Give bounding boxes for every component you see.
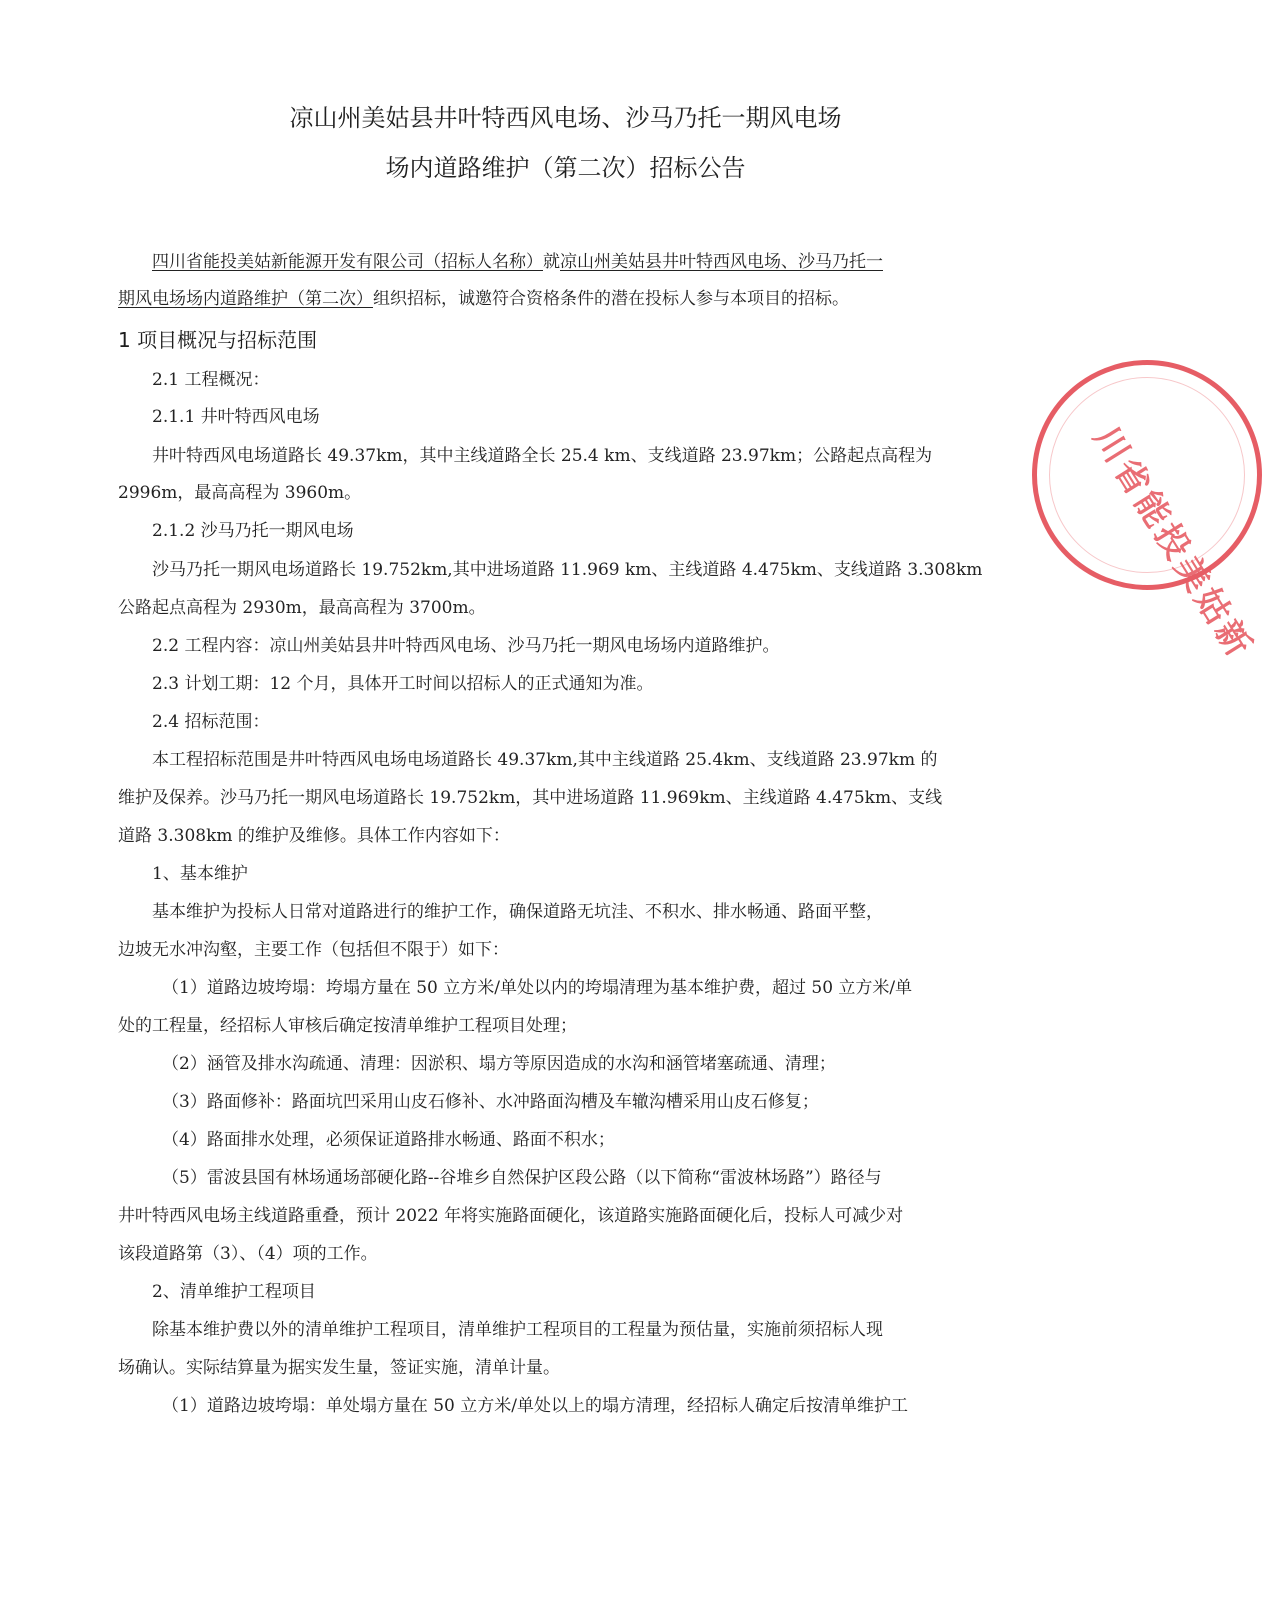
project-name-part-2: 期风电场场内道路维护（第二次） (118, 289, 373, 309)
section-2-4-label: 2.4 招标范围： (152, 712, 270, 732)
section-2-1-2-label: 2.1.2 沙马乃托一期风电场 (152, 521, 354, 541)
intro-line-1 (152, 250, 1052, 274)
seal-text: 川省能投美姑新 (1085, 419, 1261, 667)
intro-invitation: 组织招标，诚邀符合资格条件的潜在投标人参与本项目的招标。 (373, 289, 849, 309)
smnt-paragraph-line-1: 沙马乃托一期风电场道路长 19.752km,其中进场道路 11.969 km、主线道路 4.475km、支线道路 3.308km (152, 560, 983, 580)
basic-item-5-line-1: （5）雷波县国有林场通场部硬化路--谷堆乡自然保护区段公路（以下简称“雷波林场路”）路径与 (162, 1168, 882, 1188)
scope-paragraph-line-2: 维护及保养。沙马乃托一期风电场道路长 19.752km，其中进场道路 11.969km、主线道路 4.475km、支线 (118, 788, 943, 808)
list-maintenance-line-2: 场确认。实际结算量为据实发生量，签证实施，清单计量。 (118, 1358, 560, 1378)
basic-item-3: （3）路面修补：路面坑凹采用山皮石修补、水冲路面沟槽及车辙沟槽采用山皮石修复； (162, 1092, 819, 1112)
basic-maintenance-line-1: 基本维护为投标人日常对道路进行的维护工作，确保道路无坑洼、不积水、排水畅通、路面平整， (152, 902, 883, 922)
project-name-part-1: 凉山州美姑县井叶特西风电场、沙马乃托一 (560, 252, 883, 272)
basic-item-1-line-1: （1）道路边坡垮塌：垮塌方量在 50 立方米/单处以内的垮塌清理为基本维护费，超过 50 立方米/单 (162, 978, 913, 998)
section-1-heading: 1 项目概况与招标范围 (118, 328, 318, 352)
section-2-1-label: 2.1 工程概况： (152, 370, 270, 390)
intro-line-2 (118, 287, 1018, 311)
tenderer-name: 四川省能投美姑新能源开发有限公司（招标人名称） (152, 252, 543, 272)
document-title-line-2: 场内道路维护（第二次）招标公告 (385, 154, 746, 182)
intro-connector: 就 (543, 252, 560, 272)
basic-item-5-line-2: 井叶特西风电场主线道路重叠，预计 2022 年将实施路面硬化，该道路实施路面硬化后，投标人可减少对 (118, 1206, 904, 1226)
section-2-3-text: 2.3 计划工期：12 个月，具体开工时间以招标人的正式通知为准。 (152, 674, 654, 694)
section-2-1-1-label: 2.1.1 井叶特西风电场 (152, 407, 320, 427)
list-maintenance-heading: 2、清单维护工程项目 (152, 1282, 316, 1302)
list-item-1: （1）道路边坡垮塌：单处塌方量在 50 立方米/单处以上的塌方清理，经招标人确定后按清单维护工 (162, 1396, 908, 1416)
scope-paragraph-line-1: 本工程招标范围是井叶特西风电场电场道路长 49.37km,其中主线道路 25.4km、支线道路 23.97km 的 (152, 750, 938, 770)
basic-item-4: （4）路面排水处理，必须保证道路排水畅通、路面不积水； (162, 1130, 615, 1150)
basic-maintenance-line-2: 边坡无水冲沟壑，主要工作（包括但不限于）如下： (118, 940, 509, 960)
scope-paragraph-line-3: 道路 3.308km 的维护及维修。具体工作内容如下： (118, 826, 510, 846)
section-2-2-text: 2.2 工程内容：凉山州美姑县井叶特西风电场、沙马乃托一期风电场场内道路维护。 (152, 636, 780, 656)
document-title-line-1: 凉山州美姑县井叶特西风电场、沙马乃托一期风电场 (289, 104, 842, 132)
basic-item-5-line-3: 该段道路第（3）、（4）项的工作。 (118, 1244, 378, 1264)
list-maintenance-line-1: 除基本维护费以外的清单维护工程项目，清单维护工程项目的工程量为预估量，实施前须招标人现 (152, 1320, 883, 1340)
basic-maintenance-heading: 1、基本维护 (152, 864, 248, 884)
jyt-paragraph-line-2: 2996m，最高高程为 3960m。 (118, 483, 362, 503)
jyt-paragraph-line-1: 井叶特西风电场道路长 49.37km，其中主线道路全长 25.4 km、支线道路 23.97km；公路起点高程为 (152, 446, 933, 466)
company-seal-stamp (1032, 360, 1262, 667)
basic-item-2: （2）涵管及排水沟疏通、清理：因淤积、塌方等原因造成的水沟和涵管堵塞疏通、清理； (162, 1054, 836, 1074)
smnt-paragraph-line-2: 公路起点高程为 2930m，最高高程为 3700m。 (118, 598, 486, 618)
basic-item-1-line-2: 处的工程量，经招标人审核后确定按清单维护工程项目处理； (118, 1016, 577, 1036)
